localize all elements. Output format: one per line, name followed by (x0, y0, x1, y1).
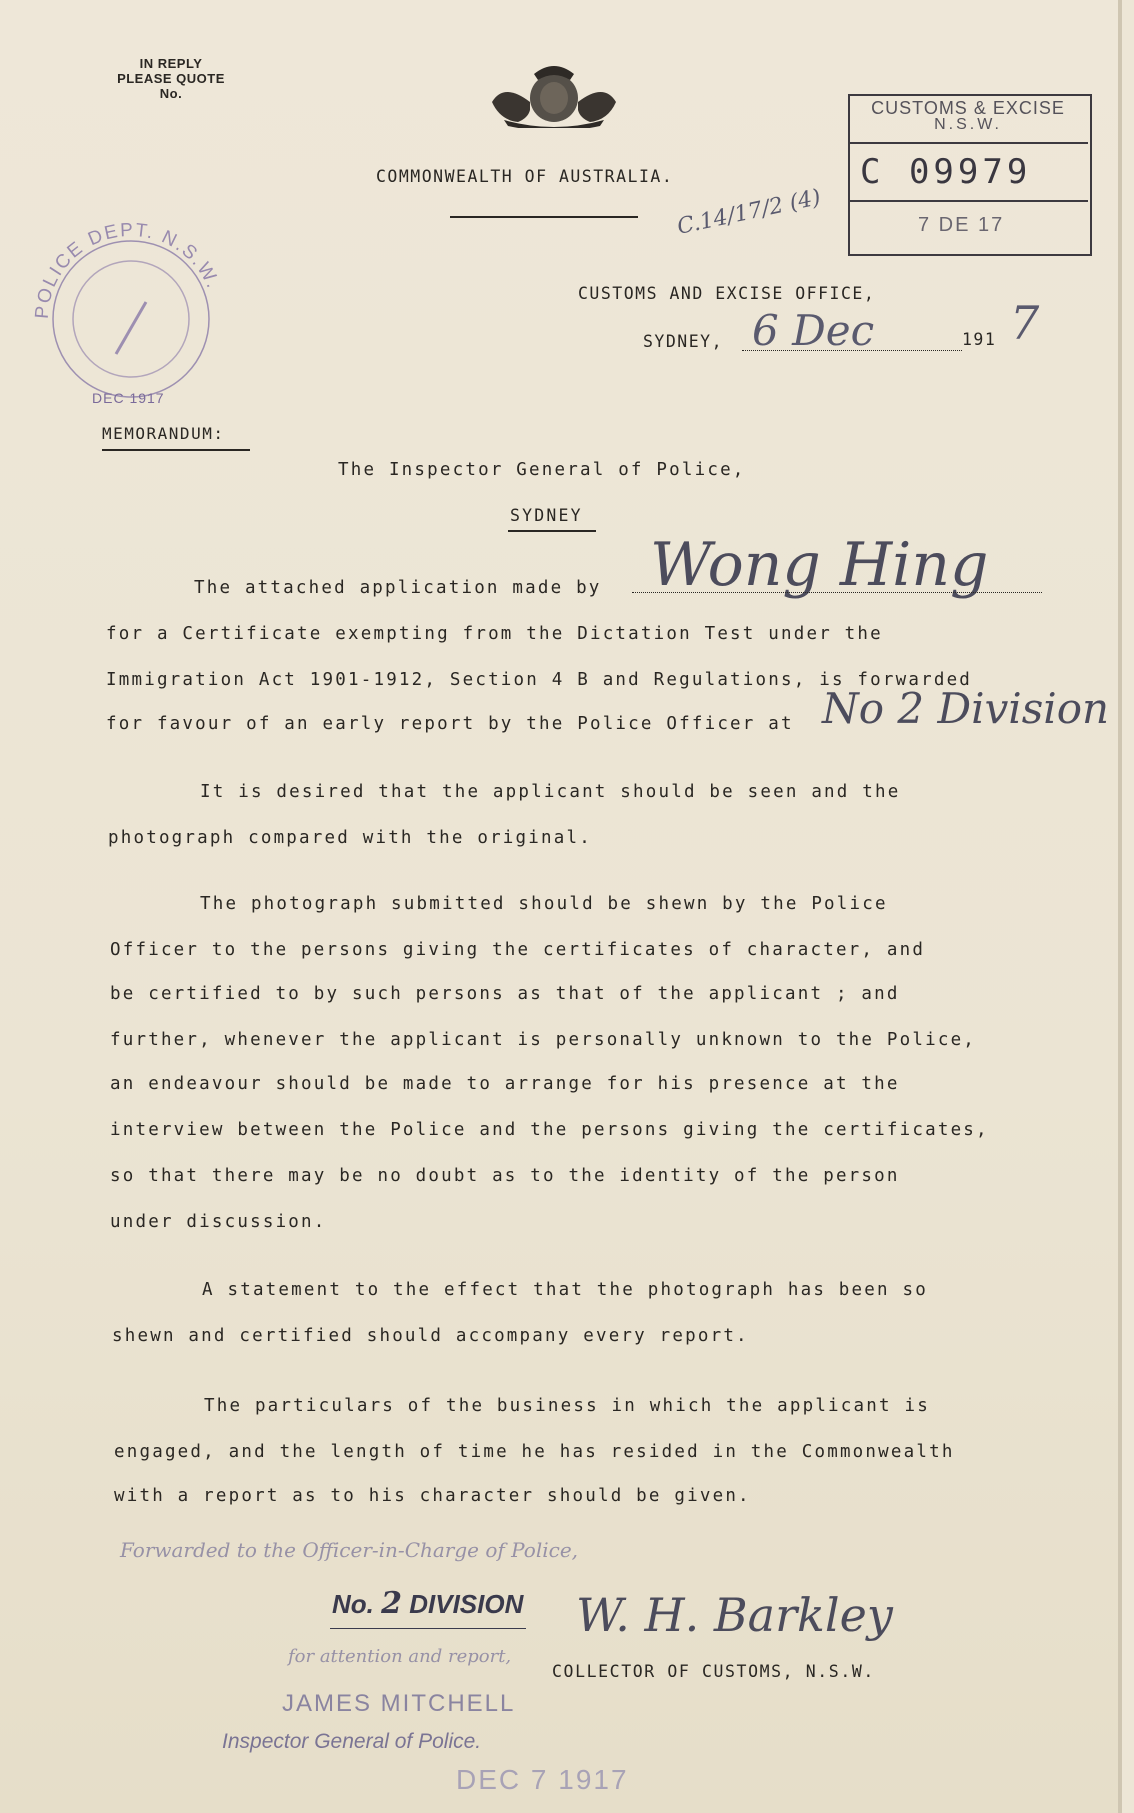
body-p3-line6: interview between the Police and the persons giving the certificates, (110, 1120, 989, 1140)
body-p5-line3: with a report as to his character should be given. (114, 1486, 751, 1506)
reply-note-line1: IN REPLY (139, 56, 203, 71)
memorandum-label: MEMORANDUM: (102, 424, 225, 443)
customs-excise-stamp (848, 94, 1090, 254)
date-rule (742, 350, 962, 351)
signature-title: COLLECTOR OF CUSTOMS, N.S.W. (552, 1662, 875, 1681)
stamp-date: 7 DE 17 (918, 214, 1005, 236)
body-p3-line1: The photograph submitted should be shewn by the Police (200, 894, 888, 914)
forward-stamp-date: DEC 7 1917 (456, 1764, 629, 1795)
year-prefix: 191 (962, 330, 997, 349)
forward-stamp-division (332, 1586, 523, 1621)
applicant-name-handwriting: Wong Hing (650, 530, 989, 600)
reference-handwriting: C.14/17/2 (4) (674, 185, 824, 240)
body-p2-line1: It is desired that the applicant should be seen and the (200, 782, 901, 802)
memorandum-rule (102, 449, 250, 451)
signature-handwriting: W. H. Barkley (576, 1588, 893, 1642)
reply-note-line3: No. (159, 86, 183, 101)
forward-stamp-name: JAMES MITCHELL (282, 1690, 516, 1717)
body-p1-line3: Immigration Act 1901-1912, Section 4 B and Regulations, is forwarded (106, 670, 973, 690)
forward-stamp-division-number: 2 (381, 1586, 402, 1621)
svg-text:POLICE DEPT. N.S.W. (32, 220, 224, 320)
stamp-number: C 09979 (860, 152, 1032, 192)
police-dept-stamp (26, 214, 236, 424)
coat-of-arms-icon (484, 62, 624, 128)
stamp-divider (848, 200, 1088, 202)
heading-rule (450, 216, 638, 218)
police-stamp-text: POLICE DEPT. N.S.W. (31, 219, 224, 320)
recipient-line1: The Inspector General of Police, (338, 460, 746, 480)
body-p5-line2: engaged, and the length of time he has resided in the Commonwealth (114, 1442, 955, 1462)
body-p3-line7: so that there may be no doubt as to the identity of the person (110, 1166, 900, 1186)
body-p5-line1: The particulars of the business in which the applicant is (204, 1396, 930, 1416)
police-stamp-date: DEC 1917 (92, 390, 165, 406)
body-p1-line2: for a Certificate exempting from the Dictation Test under the (106, 624, 883, 644)
forward-stamp-rule (330, 1628, 526, 1629)
forward-stamp-division-label: DIVISION (409, 1589, 524, 1619)
year-handwriting: 7 (1010, 296, 1040, 350)
forward-stamp-line3: for attention and report, (288, 1646, 512, 1667)
country-heading: COMMONWEALTH OF AUSTRALIA. (376, 167, 674, 186)
body-p3-line4: further, whenever the applicant is personally unknown to the Police, (110, 1030, 977, 1050)
city-label: SYDNEY, (643, 332, 724, 351)
body-p3-line2: Officer to the persons giving the certificates of character, and (110, 940, 926, 960)
stamp-divider (848, 142, 1088, 144)
date-handwriting: 6 Dec (752, 306, 875, 355)
reply-note (96, 56, 246, 101)
forward-stamp-title: Inspector General of Police. (222, 1730, 482, 1753)
recipient-city: SYDNEY (510, 506, 583, 525)
body-p1-line4: for favour of an early report by the Police Officer at (106, 714, 794, 734)
applicant-rule (632, 592, 1042, 593)
forward-stamp-no-label: No. (332, 1589, 374, 1619)
stamp-line1: CUSTOMS & EXCISE (871, 98, 1065, 118)
reply-note-line2: PLEASE QUOTE (117, 71, 225, 86)
body-p3-line3: be certified to by such persons as that of the applicant ; and (110, 984, 900, 1004)
body-p3-line8: under discussion. (110, 1212, 327, 1232)
office-line: CUSTOMS AND EXCISE OFFICE, (578, 284, 876, 303)
body-p1-line1: The attached application made by (194, 578, 602, 598)
recipient-city-rule (508, 530, 596, 532)
forward-stamp-line1: Forwarded to the Officer-in-Charge of Police, (120, 1538, 579, 1562)
body-p3-line5: an endeavour should be made to arrange for his presence at the (110, 1074, 900, 1094)
body-p4-line2: shewn and certified should accompany every report. (112, 1326, 749, 1346)
division-handwriting: No 2 Division (822, 684, 1110, 733)
body-p4-line1: A statement to the effect that the photograph has been so (202, 1280, 928, 1300)
body-p2-line2: photograph compared with the original. (108, 828, 592, 848)
stamp-line2: N.S.W. (934, 116, 1002, 133)
